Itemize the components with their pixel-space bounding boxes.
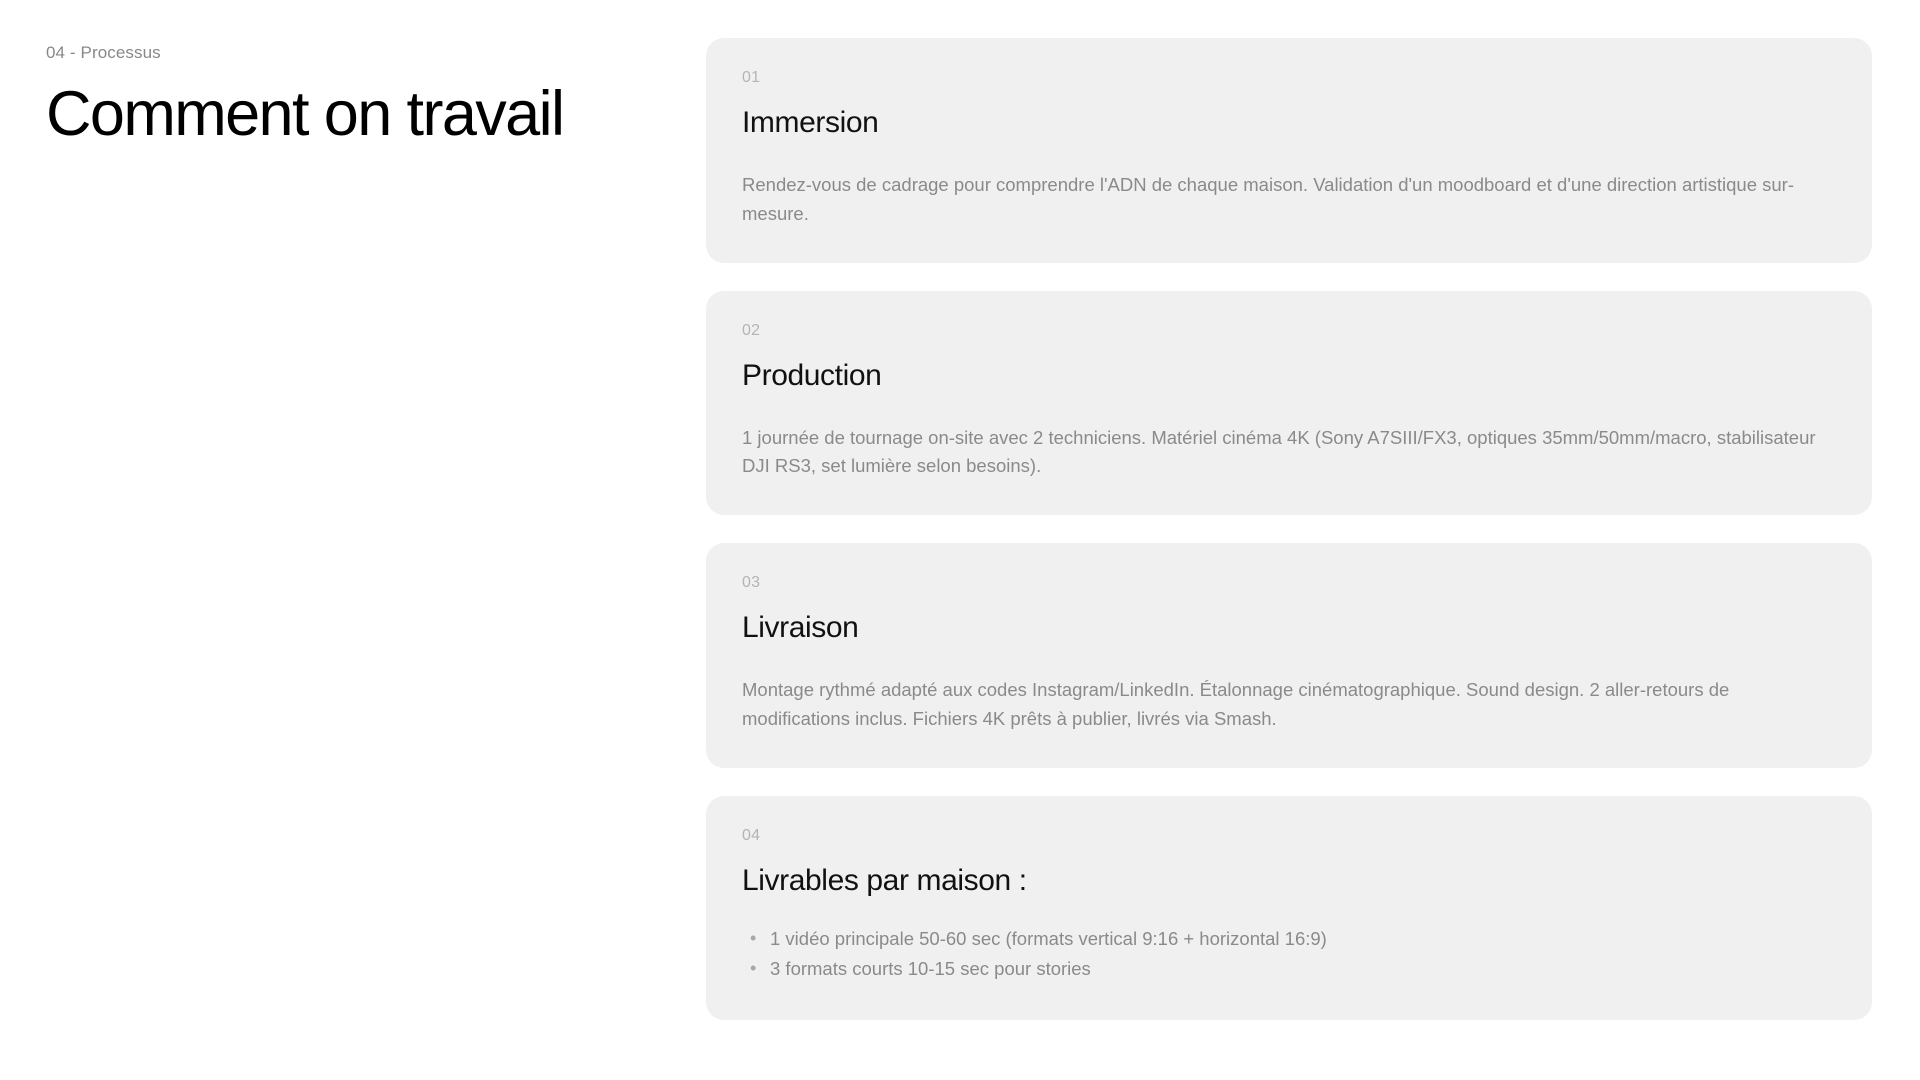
process-step-card [706,291,1872,516]
step-title: Immersion [742,106,879,140]
process-steps-list [706,38,1872,1080]
step-number: 04 [742,826,761,844]
deliverables-list [742,925,1836,984]
step-number: 01 [742,69,761,86]
step-description: 1 journée de tournage on-site avec 2 techniciens. Matériel cinéma 4K (Sony A7SIII/FX3, optiques 35mm/50mm/macro, stabilisateur DJI RS3, set lumière selon besoins). [742,426,1816,477]
step-title: Livrables par maison : [742,863,1027,897]
step-description: Rendez-vous de cadrage pour comprendre l'ADN de chaque maison. Validation d'un moodboard et d'une direction artistique sur-mesure. [742,174,1795,224]
step-title: Production [742,358,882,392]
process-step-card [706,796,1872,1021]
process-step-card [706,543,1872,768]
list-item: • 3 formats courts 10-15 sec pour stories [742,955,1836,984]
list-item: • 1 vidéo principale 50-60 sec (formats vertical 9:16 + horizontal 16:9) [742,925,1836,954]
section-eyebrow: 04 - Processus [46,43,161,62]
process-step-card [706,38,1872,263]
step-title: Livraison [742,611,859,645]
step-number: 02 [742,321,761,339]
step-number: 03 [742,574,761,592]
page-title: Comment on travail [46,79,564,150]
section-intro [46,38,706,1080]
step-description: Montage rythmé adapté aux codes Instagram/LinkedIn. Étalonnage cinématographique. Sound design. 2 aller-retours de modifications inclus. Fichiers 4K prêts à publier, livrés via Smash. [742,679,1730,729]
